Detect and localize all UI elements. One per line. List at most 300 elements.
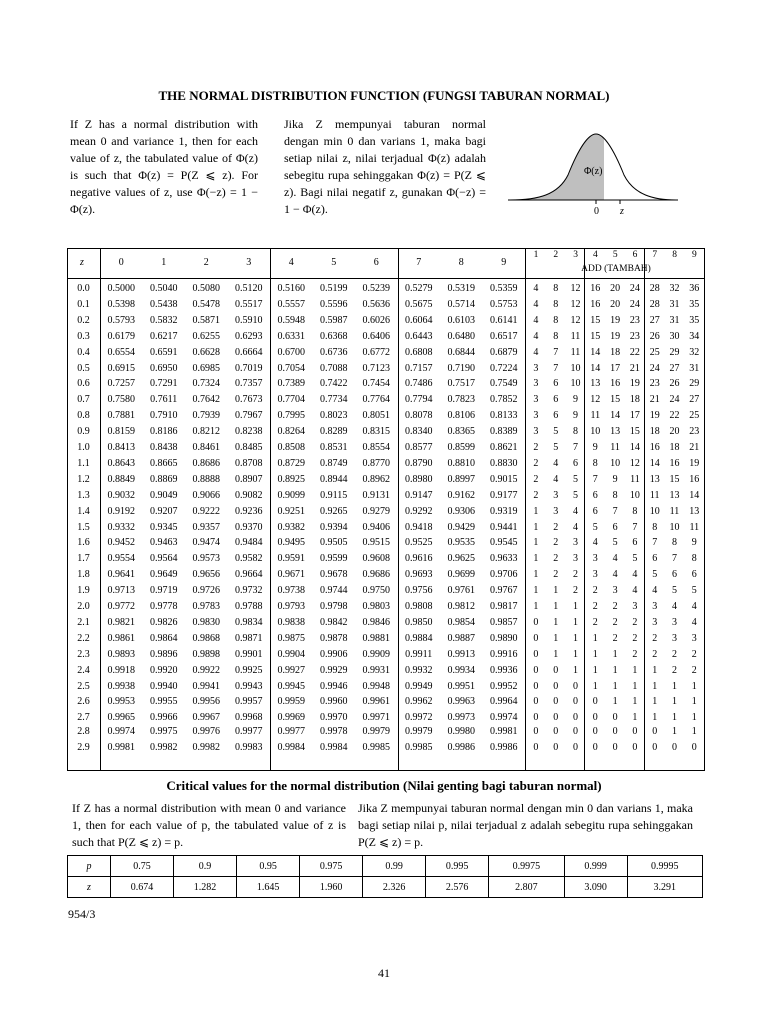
- z-value-cell: 1.282: [174, 877, 237, 898]
- row-add-value: 24: [629, 298, 640, 310]
- column-header: 4: [288, 257, 294, 268]
- row-add-value: 10: [570, 362, 581, 374]
- row-cell-value: 0.6331: [277, 330, 305, 342]
- z-column-header: z: [80, 257, 84, 268]
- row-add-value: 5: [652, 569, 658, 581]
- row-cell-value: 0.9922: [192, 664, 220, 676]
- row-cell-value: 0.7967: [235, 410, 263, 422]
- row-z-value: 0.5: [77, 362, 90, 374]
- column-header: 6: [373, 257, 379, 268]
- table-row: [67, 553, 705, 568]
- row-cell-value: 0.5040: [150, 283, 178, 294]
- row-add-value: 27: [669, 362, 680, 374]
- row-add-value: 11: [649, 489, 660, 501]
- row-add-value: 6: [553, 394, 559, 406]
- row-z-value: 1.7: [77, 553, 90, 565]
- row-cell-value: 0.6406: [362, 330, 390, 342]
- row-cell-value: 0.9977: [277, 726, 305, 738]
- row-add-value: 24: [649, 362, 660, 374]
- row-z-value: 2.1: [77, 616, 90, 628]
- table-row: [67, 617, 705, 632]
- row-cell-value: 0.9641: [107, 569, 135, 581]
- row-add-value: 16: [590, 298, 601, 310]
- row-add-value: 11: [610, 442, 620, 453]
- row-cell-value: 0.9986: [447, 742, 475, 754]
- row-cell-value: 0.5160: [277, 283, 305, 294]
- row-add-value: 12: [590, 394, 601, 406]
- row-cell-value: 0.6772: [362, 346, 390, 358]
- row-add-value: 0: [572, 696, 578, 708]
- row-add-value: 1: [553, 585, 559, 597]
- row-add-value: 2: [671, 664, 677, 676]
- z-value-cell: 0.674: [111, 877, 174, 898]
- row-z-value: 1.5: [77, 521, 90, 533]
- row-cell-value: 0.8869: [150, 473, 178, 485]
- critical-text-english: If Z has a normal distribution with mean 0 and variance 1, then for each value of p, the tabulated value of z is such that P(Z ⩽ z) = p.: [72, 801, 346, 849]
- row-cell-value: 0.9131: [362, 489, 390, 501]
- row-cell-value: 0.8980: [405, 473, 433, 485]
- row-cell-value: 0.9345: [150, 521, 178, 533]
- row-add-value: 5: [572, 489, 578, 501]
- row-cell-value: 0.5517: [235, 298, 263, 310]
- row-add-value: 9: [592, 442, 598, 453]
- row-cell-value: 0.9975: [150, 726, 178, 738]
- row-cell-value: 0.8365: [447, 426, 475, 438]
- row-cell-value: 0.9931: [362, 664, 390, 676]
- row-add-value: 3: [533, 426, 539, 438]
- row-cell-value: 0.9906: [320, 648, 348, 660]
- row-cell-value: 0.9985: [405, 742, 433, 754]
- row-add-value: 11: [630, 473, 640, 485]
- row-add-value: 2: [572, 569, 578, 581]
- row-add-value: 31: [669, 314, 680, 326]
- table-row: [67, 474, 705, 489]
- row-add-value: 7: [553, 362, 559, 374]
- row-add-value: 1: [533, 569, 539, 581]
- row-add-value: 2: [533, 489, 539, 501]
- row-cell-value: 0.5239: [362, 283, 390, 294]
- row-add-value: 16: [610, 378, 621, 390]
- row-cell-value: 0.7517: [447, 378, 475, 390]
- row-cell-value: 0.9916: [490, 648, 518, 660]
- row-cell-value: 0.9649: [150, 569, 178, 581]
- row-z-value: 2.8: [77, 726, 90, 738]
- row-add-value: 7: [671, 553, 677, 565]
- row-add-value: 1: [572, 664, 578, 676]
- row-cell-value: 0.9573: [192, 553, 220, 565]
- row-add-value: 3: [553, 505, 559, 517]
- table-row: [67, 363, 705, 378]
- row-cell-value: 0.9756: [405, 585, 433, 597]
- row-add-value: 14: [610, 410, 621, 422]
- row-add-value: 12: [570, 298, 581, 310]
- row-add-value: 29: [689, 378, 700, 390]
- row-add-value: 13: [669, 489, 680, 501]
- row-add-value: 1: [612, 648, 618, 660]
- row-cell-value: 0.9812: [447, 601, 475, 612]
- row-add-value: 25: [689, 410, 700, 422]
- row-add-value: 0: [691, 742, 697, 754]
- row-cell-value: 0.9474: [192, 537, 220, 549]
- row-cell-value: 0.9616: [405, 553, 433, 565]
- row-cell-value: 0.7486: [405, 378, 433, 390]
- row-add-value: 28: [649, 298, 660, 310]
- row-add-value: 0: [572, 742, 578, 754]
- row-cell-value: 0.9974: [107, 726, 135, 738]
- row-add-value: 7: [592, 473, 598, 485]
- table-row: [67, 522, 705, 537]
- row-cell-value: 0.8438: [150, 442, 178, 453]
- row-cell-value: 0.9941: [192, 680, 220, 692]
- row-add-value: 0: [553, 696, 559, 708]
- row-cell-value: 0.9545: [490, 537, 518, 549]
- row-add-value: 16: [649, 442, 660, 453]
- row-add-value: 4: [592, 537, 598, 549]
- row-add-value: 0: [572, 680, 578, 692]
- row-cell-value: 0.8508: [277, 442, 305, 453]
- row-cell-value: 0.9744: [320, 585, 348, 597]
- row-z-value: 2.2: [77, 632, 90, 644]
- row-cell-value: 0.6554: [107, 346, 135, 358]
- row-cell-value: 0.9830: [192, 616, 220, 628]
- row-add-value: 2: [553, 569, 559, 581]
- row-z-value: 2.0: [77, 601, 90, 612]
- row-add-value: 32: [689, 346, 700, 358]
- row-add-value: 30: [669, 330, 680, 342]
- row-cell-value: 0.5793: [107, 314, 135, 326]
- row-cell-value: 0.9967: [192, 712, 220, 724]
- row-cell-value: 0.9890: [490, 632, 518, 644]
- add-column-header: 4: [593, 250, 598, 260]
- row-cell-value: 0.6808: [405, 346, 433, 358]
- row-cell-value: 0.9861: [107, 632, 135, 644]
- row-cell-value: 0.5478: [192, 298, 220, 310]
- row-add-value: 4: [652, 585, 658, 597]
- row-add-value: 13: [689, 505, 700, 517]
- row-cell-value: 0.7939: [192, 410, 220, 422]
- normal-curve-diagram: [508, 120, 678, 220]
- row-add-value: 13: [590, 378, 601, 390]
- row-add-value: 27: [649, 314, 660, 326]
- row-cell-value: 0.6064: [405, 314, 433, 326]
- row-cell-value: 0.9429: [447, 521, 475, 533]
- row-cell-value: 0.6179: [107, 330, 135, 342]
- row-cell-value: 0.5120: [235, 283, 263, 294]
- row-cell-value: 0.9505: [320, 537, 348, 549]
- row-cell-value: 0.8051: [362, 410, 390, 422]
- row-add-value: 6: [612, 521, 618, 533]
- row-add-value: 5: [572, 473, 578, 485]
- table-row: [67, 315, 705, 330]
- row-add-value: 6: [592, 489, 598, 501]
- row-cell-value: 0.9984: [277, 742, 305, 754]
- row-z-value: 0.7: [77, 394, 90, 406]
- row-add-value: 2: [592, 601, 598, 612]
- row-add-value: 3: [671, 616, 677, 628]
- row-add-value: 5: [612, 537, 618, 549]
- row-cell-value: 0.9452: [107, 537, 135, 549]
- row-add-value: 8: [671, 537, 677, 549]
- row-cell-value: 0.7734: [320, 394, 348, 406]
- row-cell-value: 0.9082: [235, 489, 263, 501]
- column-header: 2: [203, 257, 209, 268]
- row-cell-value: 0.6844: [447, 346, 475, 358]
- row-cell-value: 0.9927: [277, 664, 305, 676]
- row-add-value: 1: [691, 712, 697, 724]
- row-add-value: 2: [612, 601, 618, 612]
- row-add-value: 2: [553, 521, 559, 533]
- row-cell-value: 0.9306: [447, 505, 475, 517]
- row-cell-value: 0.5675: [405, 298, 433, 310]
- row-cell-value: 0.9878: [320, 632, 348, 644]
- row-add-value: 0: [592, 742, 598, 754]
- row-cell-value: 0.9955: [150, 696, 178, 708]
- row-cell-value: 0.6026: [362, 314, 390, 326]
- row-add-value: 0: [592, 696, 598, 708]
- row-cell-value: 0.9956: [192, 696, 220, 708]
- row-add-value: 1: [691, 726, 697, 738]
- row-cell-value: 0.9948: [362, 680, 390, 692]
- row-z-value: 1.1: [77, 457, 90, 469]
- row-cell-value: 0.9864: [150, 632, 178, 644]
- row-z-value: 0.9: [77, 426, 90, 438]
- table-row: [67, 331, 705, 346]
- row-add-value: 3: [671, 632, 677, 644]
- row-cell-value: 0.9938: [107, 680, 135, 692]
- row-cell-value: 0.6664: [235, 346, 263, 358]
- row-z-value: 2.3: [77, 648, 90, 660]
- row-z-value: 2.6: [77, 696, 90, 708]
- row-add-value: 1: [553, 632, 559, 644]
- row-add-value: 9: [691, 537, 697, 549]
- row-cell-value: 0.8106: [447, 410, 475, 422]
- row-add-value: 3: [553, 489, 559, 501]
- row-add-value: 16: [689, 473, 700, 485]
- row-add-value: 8: [553, 283, 559, 294]
- row-cell-value: 0.5948: [277, 314, 305, 326]
- row-add-value: 24: [629, 283, 640, 294]
- z-value-cell: 1.960: [300, 877, 363, 898]
- p-value-cell: 0.9: [174, 856, 237, 877]
- row-add-value: 6: [671, 569, 677, 581]
- row-add-value: 0: [592, 726, 598, 738]
- row-add-value: 1: [671, 726, 677, 738]
- row-add-value: 18: [649, 426, 660, 438]
- row-add-value: 12: [570, 283, 581, 294]
- row-add-value: 12: [629, 457, 640, 469]
- row-cell-value: 0.8485: [235, 442, 263, 453]
- row-cell-value: 0.9952: [490, 680, 518, 692]
- row-add-value: 13: [610, 426, 621, 438]
- row-cell-value: 0.7611: [150, 394, 178, 406]
- row-add-value: 0: [533, 616, 539, 628]
- row-cell-value: 0.9418: [405, 521, 433, 533]
- row-cell-value: 0.9985: [362, 742, 390, 754]
- row-add-value: 1: [691, 680, 697, 692]
- row-add-value: 5: [671, 585, 677, 597]
- row-cell-value: 0.9977: [235, 726, 263, 738]
- row-cell-value: 0.6879: [490, 346, 518, 358]
- row-cell-value: 0.5871: [192, 314, 220, 326]
- row-add-value: 6: [691, 569, 697, 581]
- row-cell-value: 0.5000: [107, 283, 135, 294]
- row-add-value: 23: [689, 426, 700, 438]
- row-add-value: 0: [553, 680, 559, 692]
- add-column-header: 9: [692, 250, 697, 260]
- row-add-value: 5: [632, 553, 638, 565]
- row-add-value: 1: [612, 664, 618, 676]
- row-cell-value: 0.6141: [490, 314, 518, 326]
- row-cell-value: 0.9279: [362, 505, 390, 517]
- row-cell-value: 0.9896: [150, 648, 178, 660]
- row-add-value: 4: [632, 569, 638, 581]
- row-cell-value: 0.8665: [150, 457, 178, 469]
- row-cell-value: 0.9793: [277, 601, 305, 612]
- row-cell-value: 0.7764: [362, 394, 390, 406]
- row-add-value: 20: [610, 283, 621, 294]
- row-add-value: 22: [629, 346, 640, 358]
- row-add-value: 1: [612, 680, 618, 692]
- row-cell-value: 0.9778: [150, 601, 178, 612]
- row-add-value: 10: [629, 489, 640, 501]
- row-add-value: 1: [533, 521, 539, 533]
- row-cell-value: 0.9162: [447, 489, 475, 501]
- row-cell-value: 0.9066: [192, 489, 220, 501]
- p-value-cell: 0.995: [426, 856, 489, 877]
- row-cell-value: 0.9953: [107, 696, 135, 708]
- row-cell-value: 0.9918: [107, 664, 135, 676]
- row-add-value: 1: [652, 712, 658, 724]
- row-cell-value: 0.8133: [490, 410, 518, 422]
- row-add-value: 0: [632, 726, 638, 738]
- row-cell-value: 0.9821: [107, 616, 135, 628]
- row-add-value: 1: [553, 648, 559, 660]
- row-add-value: 4: [612, 553, 618, 565]
- row-cell-value: 0.7324: [192, 378, 220, 390]
- table-row: [67, 299, 705, 314]
- row-add-value: 9: [612, 473, 618, 485]
- row-cell-value: 0.9901: [235, 648, 263, 660]
- row-cell-value: 0.9767: [490, 585, 518, 597]
- table-row: [67, 442, 705, 457]
- p-label: p: [68, 856, 111, 877]
- row-cell-value: 0.8289: [320, 426, 348, 438]
- p-value-cell: 0.75: [111, 856, 174, 877]
- table-row: [67, 490, 705, 505]
- row-cell-value: 0.8849: [107, 473, 135, 485]
- row-cell-value: 0.8621: [490, 442, 518, 453]
- row-cell-value: 0.9961: [362, 696, 390, 708]
- row-add-value: 8: [553, 298, 559, 310]
- row-add-value: 7: [652, 537, 658, 549]
- row-add-value: 2: [632, 616, 638, 628]
- row-add-value: 6: [553, 410, 559, 422]
- row-add-value: 1: [553, 601, 559, 612]
- row-add-value: 0: [553, 726, 559, 738]
- row-add-value: 14: [649, 457, 660, 469]
- row-add-value: 2: [671, 648, 677, 660]
- row-add-value: 16: [669, 457, 680, 469]
- row-add-value: 0: [533, 696, 539, 708]
- row-cell-value: 0.9719: [150, 585, 178, 597]
- row-add-value: 26: [669, 378, 680, 390]
- row-add-value: 1: [533, 601, 539, 612]
- row-add-value: 5: [553, 426, 559, 438]
- row-cell-value: 0.7549: [490, 378, 518, 390]
- row-add-value: 4: [533, 283, 539, 294]
- z-value-cell: 3.090: [564, 877, 627, 898]
- row-add-value: 21: [649, 394, 660, 406]
- table-row: [67, 585, 705, 600]
- row-cell-value: 0.9909: [362, 648, 390, 660]
- row-cell-value: 0.8577: [405, 442, 433, 453]
- row-cell-value: 0.8599: [447, 442, 475, 453]
- row-add-value: 6: [553, 378, 559, 390]
- row-add-value: 9: [572, 410, 578, 422]
- row-add-value: 14: [590, 362, 601, 374]
- row-add-value: 2: [572, 585, 578, 597]
- row-add-value: 1: [533, 505, 539, 517]
- row-cell-value: 0.7852: [490, 394, 518, 406]
- row-add-value: 26: [649, 330, 660, 342]
- row-add-value: 14: [689, 489, 700, 501]
- row-add-value: 20: [610, 298, 621, 310]
- row-add-value: 8: [632, 505, 638, 517]
- row-cell-value: 0.9599: [320, 553, 348, 565]
- row-cell-value: 0.9049: [150, 489, 178, 501]
- row-cell-value: 0.9582: [235, 553, 263, 565]
- z-value-cell: 1.645: [237, 877, 300, 898]
- row-add-value: 27: [689, 394, 700, 406]
- row-cell-value: 0.8315: [362, 426, 390, 438]
- row-add-value: 13: [649, 473, 660, 485]
- row-add-value: 2: [553, 553, 559, 565]
- row-cell-value: 0.8186: [150, 426, 178, 438]
- row-add-value: 2: [632, 632, 638, 644]
- row-add-value: 11: [669, 505, 680, 517]
- row-add-value: 35: [689, 298, 700, 310]
- row-add-value: 2: [652, 648, 658, 660]
- row-z-value: 1.4: [77, 505, 90, 517]
- row-cell-value: 0.9971: [362, 712, 390, 724]
- row-cell-value: 0.9966: [150, 712, 178, 724]
- add-column-header: 2: [553, 250, 559, 260]
- row-cell-value: 0.7257: [107, 378, 135, 390]
- row-cell-value: 0.8925: [277, 473, 305, 485]
- row-cell-value: 0.6217: [150, 330, 178, 342]
- row-cell-value: 0.9726: [192, 585, 220, 597]
- row-add-value: 0: [572, 726, 578, 738]
- row-cell-value: 0.8078: [405, 410, 433, 422]
- row-cell-value: 0.6368: [320, 330, 348, 342]
- row-cell-value: 0.9934: [447, 664, 475, 676]
- row-cell-value: 0.6480: [447, 330, 475, 342]
- row-add-value: 1: [533, 585, 539, 597]
- row-cell-value: 0.6985: [192, 362, 220, 374]
- row-cell-value: 0.7910: [150, 410, 178, 422]
- row-add-value: 1: [572, 616, 578, 628]
- row-cell-value: 0.9099: [277, 489, 305, 501]
- row-cell-value: 0.6700: [277, 346, 305, 358]
- row-add-value: 1: [671, 680, 677, 692]
- row-cell-value: 0.8686: [192, 457, 220, 469]
- row-cell-value: 0.9678: [320, 569, 348, 581]
- row-add-value: 4: [671, 601, 677, 612]
- row-cell-value: 0.9525: [405, 537, 433, 549]
- row-add-value: 3: [632, 601, 638, 612]
- row-cell-value: 0.7642: [192, 394, 220, 406]
- row-cell-value: 0.7454: [362, 378, 390, 390]
